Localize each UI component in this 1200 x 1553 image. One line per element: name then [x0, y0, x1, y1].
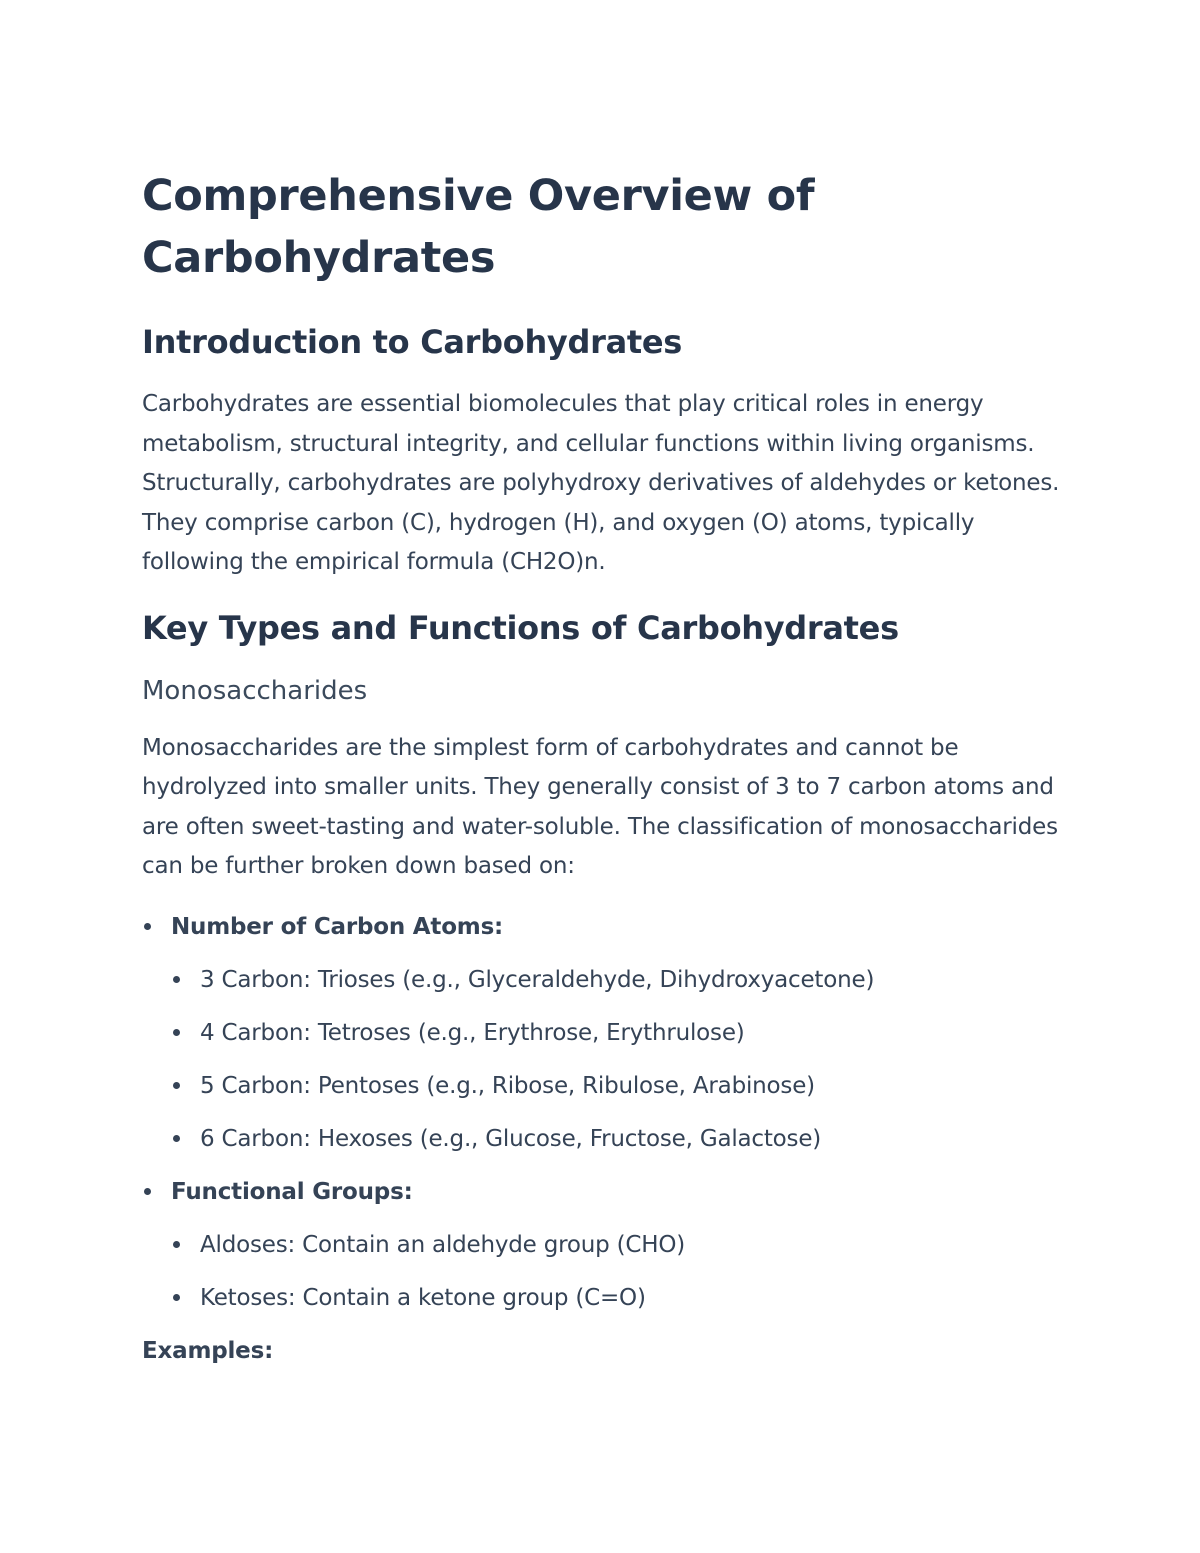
- subsection-heading-monosaccharides: Monosaccharides: [142, 675, 368, 706]
- document-page: [142, 165, 1072, 1378]
- functional-groups-sublist: [171, 1219, 1072, 1325]
- document-title: Comprehensive Overview of Carbohydrates: [142, 171, 815, 283]
- classification-list: [142, 901, 1072, 1325]
- list-item: [171, 1219, 1072, 1272]
- bullet-icon: [173, 976, 180, 983]
- list-item-label: Number of Carbon Atoms:: [171, 913, 504, 940]
- list-item-text: 6 Carbon: Hexoses (e.g., Glucose, Fructose, Galactose): [200, 1125, 822, 1152]
- section-heading-key-types: Key Types and Functions of Carbohydrates: [142, 608, 899, 647]
- bullet-icon: [173, 1135, 180, 1142]
- list-item-text: Aldoses: Contain an aldehyde group (CHO): [200, 1231, 686, 1258]
- examples-label: Examples:: [142, 1337, 274, 1364]
- introduction-paragraph: Carbohydrates are essential biomolecules that play critical roles in energy metabolism, structural integrity, and cellular functions within living organisms. Structurally, carbohydrates are polyhydroxy derivatives of aldehydes or ketones. They comprise carbon (C), hydrogen (H), and oxygen (O) atoms, typically following the empirical formula (CH2O)n.: [142, 391, 1060, 575]
- bullet-icon: [173, 1029, 180, 1036]
- list-item-text: 4 Carbon: Tetroses (e.g., Erythrose, Erythrulose): [200, 1019, 745, 1046]
- bullet-icon: [144, 1188, 151, 1195]
- list-item: [171, 1007, 1072, 1060]
- list-item: [171, 954, 1072, 1007]
- list-item: [171, 1060, 1072, 1113]
- bullet-icon: [173, 1294, 180, 1301]
- bullet-icon: [173, 1082, 180, 1089]
- list-item: [171, 1272, 1072, 1325]
- bullet-icon: [144, 923, 151, 930]
- carbon-atoms-sublist: [171, 954, 1072, 1166]
- section-heading-introduction: Introduction to Carbohydrates: [142, 323, 683, 361]
- list-item-text: 5 Carbon: Pentoses (e.g., Ribose, Ribulose, Arabinose): [200, 1072, 815, 1099]
- list-item: [171, 1113, 1072, 1166]
- list-item-text: 3 Carbon: Trioses (e.g., Glyceraldehyde, Dihydroxyacetone): [200, 966, 875, 993]
- list-item-text: Ketoses: Contain a ketone group (C=O): [200, 1284, 646, 1311]
- list-item-carbon-atoms: [142, 901, 1072, 1166]
- bullet-icon: [173, 1241, 180, 1248]
- list-item-label: Functional Groups:: [171, 1178, 413, 1205]
- list-item-functional-groups: [142, 1166, 1072, 1325]
- monosaccharides-paragraph: Monosaccharides are the simplest form of carbohydrates and cannot be hydrolyzed into smaller units. They generally consist of 3 to 7 carbon atoms and are often sweet-tasting and water-soluble. The classification of monosaccharides can be further broken down based on:: [142, 734, 1058, 879]
